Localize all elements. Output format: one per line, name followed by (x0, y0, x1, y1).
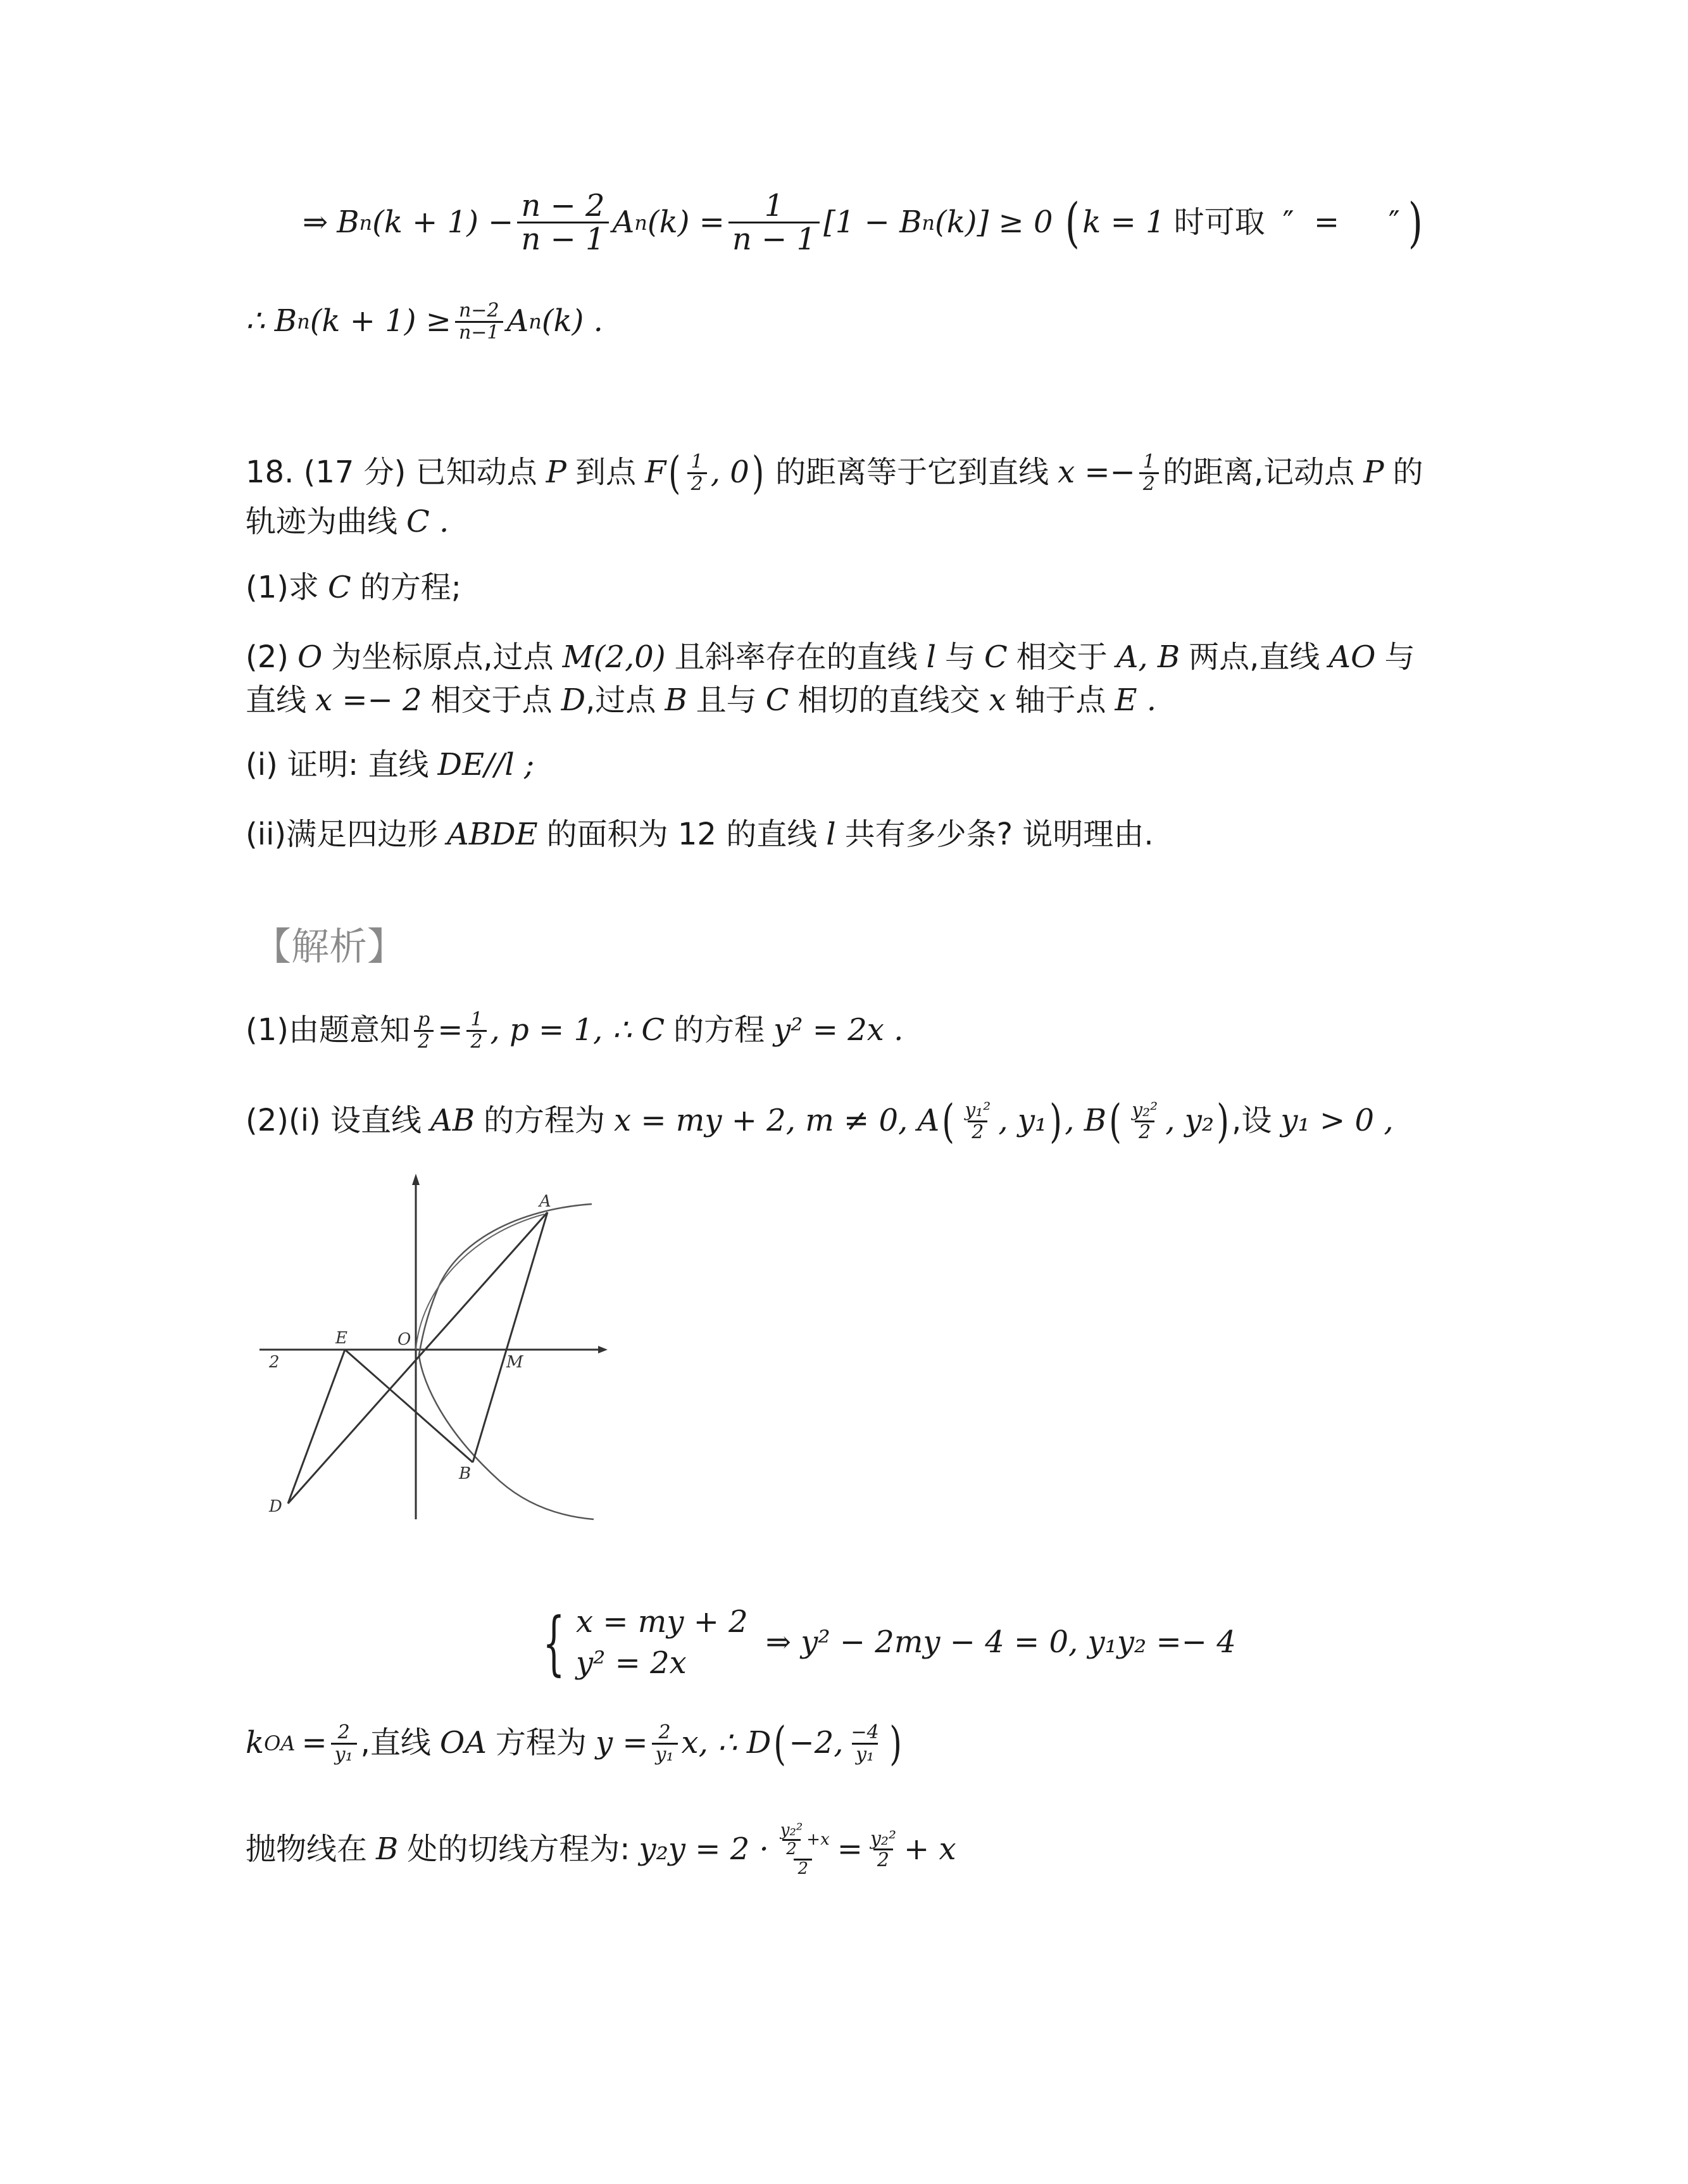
circle-arc (416, 1214, 544, 1350)
x-axis-arrow (598, 1346, 608, 1353)
fraction: $\frac{1}{n - 1}$ (728, 190, 820, 256)
label-E: E (335, 1329, 347, 1348)
fraction: $\frac{1}{2}$ (466, 1010, 486, 1051)
question-1: (1)求 C 的方程; (246, 570, 461, 605)
problem-line-2: 轨迹为曲线 C . (246, 504, 449, 539)
question-2-i: (i) 证明: 直线 DE//l ; (246, 747, 535, 782)
question-2-line-2: 直线 x =− 2 相交于点 D ,过点 B 且与 C 相切的直线交 x 轴于点 E . (246, 682, 1157, 718)
fraction: $\frac{p}{2}$ (414, 1010, 434, 1051)
fraction: $\frac{2}{\text{y₁}}$ (652, 1723, 678, 1764)
equation-system: { x = my + 2 y² = 2x ⇒ y² − 2my − 4 = 0, y₁y₂ =− 4 (542, 1602, 1236, 1683)
problem-line-1: 18. (17 分) 已知动点 P 到点 F ( $\frac{1}{2}$ , 0 ) 的距离等于它到直线 x =− $\frac{1}{2}$ 的距离,记动点 P 的 (246, 447, 1423, 499)
tangent-line: 抛物线在 B 处的切线方程为: y₂y = 2 · $\frac{\text{y₂²}}{2}$ +x 2 = $\frac{\text{y₂²}}{2}$ + x (246, 1821, 956, 1878)
solution-2-setup: (2)(i) 设直线 AB 的方程为 x = my + 2, m ≠ 0, A ( $\frac{\text{y₁²}}{2}$ , y₁ ) , B ( $\frac{\text{y₂²}}{2}$ , y₂ ) ,设 y₁ > 0 , (246, 1095, 1394, 1148)
label-O: O (397, 1330, 411, 1349)
y-axis-arrow (412, 1174, 420, 1185)
compound-fraction: $\frac{\text{y₂²}}{2}$ +x 2 (780, 1821, 830, 1878)
fraction: $\frac{\text{y₂²}}{2}$ (1132, 1099, 1158, 1143)
label-A: A (539, 1192, 551, 1211)
parabola-figure (247, 1165, 614, 1532)
question-2-line-1: (2) O 为坐标原点,过点 M(2,0) 且斜率存在的直线 l 与 C 相交于 A, B 两点,直线 AO 与 (246, 639, 1415, 675)
koa-line: k OA = $\frac{2}{\text{y₁}}$ ,直线 OA 方程为 y = $\frac{2}{\text{y₁}}$ x, ∴ D ( −2, $\frac{-4}{\text{y₁}}$ ) (246, 1717, 902, 1770)
fraction: $\frac{2}{\text{y₁}}$ (331, 1723, 357, 1764)
fraction: $\frac{\text{y₂²}}{2}$ (870, 1827, 896, 1872)
line-ab (473, 1212, 547, 1462)
fraction: $\frac{\text{y₁²}}{2}$ (965, 1099, 991, 1143)
solution-1: (1)由题意知 $\frac{p}{2}$ = $\frac{1}{2}$ , p = 1, ∴ C 的方程 y² = 2x . (246, 1008, 904, 1053)
label-D: D (269, 1497, 282, 1516)
question-2-ii: (ii)满足四边形 ABDE 的面积为 12 的直线 l 共有多少条? 说明理由. (246, 817, 1154, 852)
analysis-heading: 【解析】 (253, 925, 405, 969)
fraction: $\frac{1}{2}$ (687, 452, 707, 494)
fraction: $\frac{1}{2}$ (1139, 452, 1159, 494)
fraction: $\frac{n-2}{n-1}$ (455, 301, 503, 342)
fraction: $\frac{-4}{\text{y₁}}$ (851, 1721, 879, 1766)
label-M: M (506, 1353, 523, 1372)
label-B: B (459, 1464, 472, 1483)
line-de (288, 1350, 345, 1503)
formula-top: ⇒ B n (k + 1) − $\frac{n - 2}{n - 1}$ A n (k) = $\frac{1}{n - 1}$ [1 − B n (k)] ≥ 0 ( k = 1 时可取 ″ = ″ ) (303, 188, 1423, 258)
formula-therefore: ∴ B n (k + 1) ≥ $\frac{n-2}{n-1}$ A n (k) . (246, 299, 603, 344)
label-neg2: 2 (269, 1353, 280, 1372)
fraction: $\frac{n - 2}{n - 1}$ (517, 190, 608, 256)
